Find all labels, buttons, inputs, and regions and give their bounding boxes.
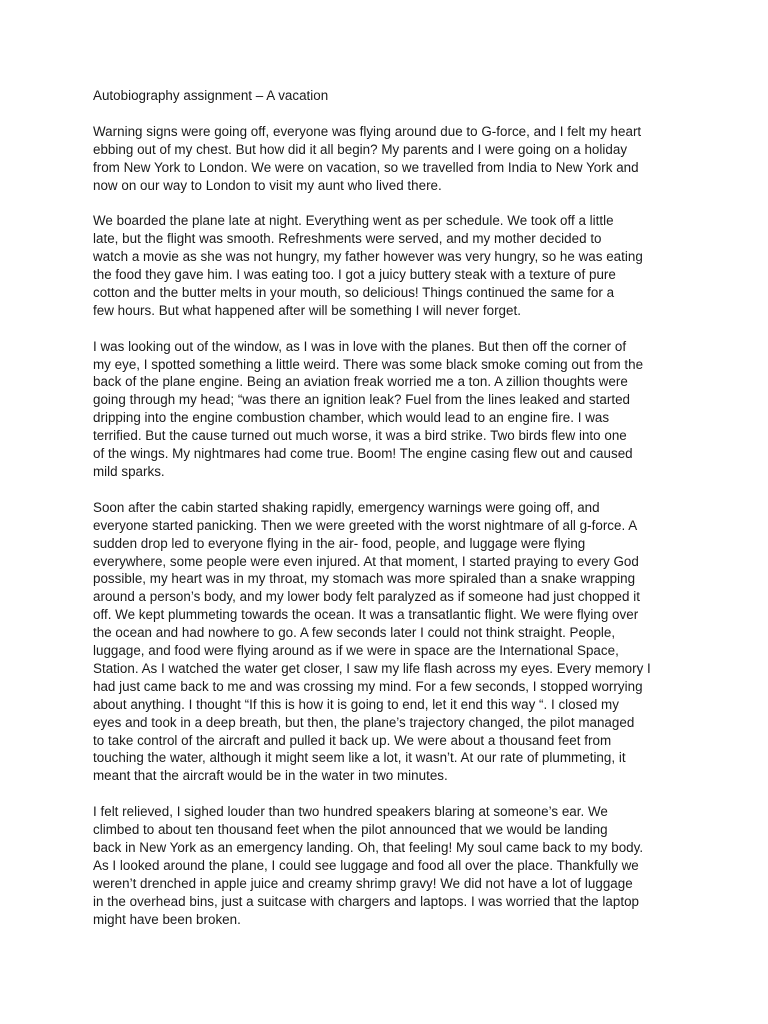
document-page [93, 87, 678, 946]
paragraph-1: Warning signs were going off, everyone was flying around due to G-force, and I felt my heart ebbing out of my chest. But how did it all begin? My parents and I were going on a holiday from New York to London. We were on vacation, so we travelled from India to New York and now on our way to London to visit my aunt who lived there. [93, 123, 642, 193]
paragraph-5: I felt relieved, I sighed louder than two hundred speakers blaring at someone’s ear. We climbed to about ten thousand feet when the pilot announced that we would be landing back in New York as an emergency landing. Oh, that feeling! My soul came back to my body. As I looked around the plane, I could see luggage and food all over the place. Thankfully we weren’t drenched in apple juice and creamy shrimp gravy! We did not have a lot of luggage in the overhead bins, just a suitcase with chargers and laptops. I was worried that the laptop might have been broken. [93, 804, 644, 927]
paragraph-3: I was looking out of the window, as I was in love with the planes. But then off the corner of my eye, I spotted something a little weird. There was some black smoke coming out from the back of the plane engine. Being an aviation freak worried me a ton. A zillion thoughts were going through my head; “was there an ignition leak? Fuel from the lines leaked and started dripping into the engine combustion chamber, which would lead to an engine fire. I was terrified. But the cause turned out much worse, it was a bird strike. Two birds flew into one of the wings. My nightmares had come true. Boom! The engine casing flew out and caused mild sparks. [93, 338, 644, 479]
document-title: Autobiography assignment – A vacation [93, 88, 329, 103]
paragraph-2: We boarded the plane late at night. Everything went as per schedule. We took off a little late, but the flight was smooth. Refreshments were served, and my mother decided to watch a movie as she was not hungry, my father however was very hungry, so he was eating the food they gave him. I was eating too. I got a juicy buttery steak with a texture of pure cotton and the butter melts in your mouth, so delicious! Things continued the same for a few hours. But what happened after will be something I will never forget. [93, 213, 643, 318]
paragraph-4: Soon after the cabin started shaking rapidly, emergency warnings were going off, and everyone started panicking. Then we were greeted with the worst nightmare of all g-force. A sudden drop led to everyone flying in the air- food, people, and luggage were flying everywhere, some people were even injured. At that moment, I started praying to every God possible, my heart was in my throat, my stomach was more spiraled than a snake wrapping around a person’s body, and my lower body felt paralyzed as if someone had just chopped it off. We kept plummeting towards the ocean. It was a transatlantic flight. We were flying over the ocean and had nowhere to go. A few seconds later I could not think straight. People, luggage, and food were flying around as if we were in space are the International Space, Station. As I watched the water get closer, I saw my life flash across my eyes. Every memory I had just came back to me and was crossing my mind. For a few seconds, I stopped worrying about anything. I thought “If this is how it is going to end, let it end this way “. I closed my eyes and took in a deep breath, but then, the plane’s trajectory changed, the pilot managed to take control of the aircraft and pulled it back up. We were about a thousand feet from touching the water, although it might seem like a lot, it wasn’t. At our rate of plummeting, it meant that the aircraft would be in the water in two minutes. [93, 499, 651, 784]
